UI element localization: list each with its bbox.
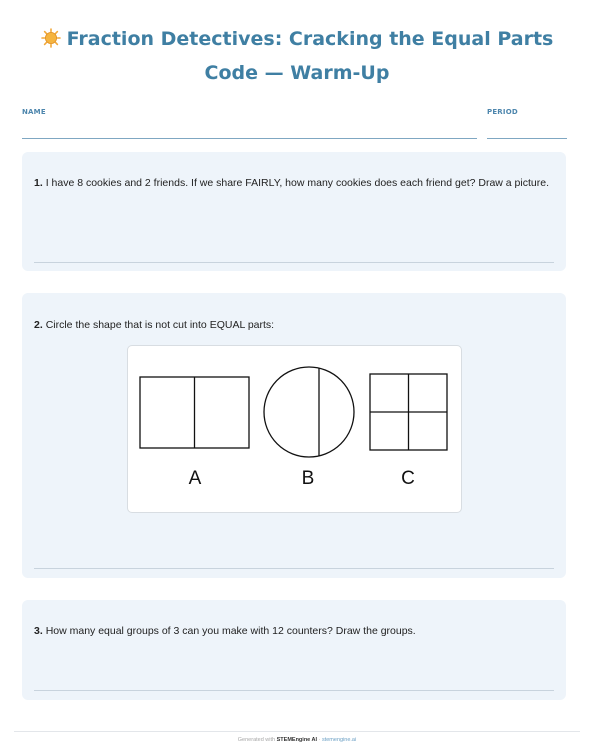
name-field[interactable] — [22, 138, 477, 139]
shape-a-rectangle[interactable] — [140, 377, 249, 448]
footer — [0, 737, 594, 743]
page-title — [20, 24, 574, 89]
question-2-prompt — [34, 317, 552, 334]
footer-separator: · — [318, 737, 321, 743]
name-label: NAME — [22, 108, 46, 116]
footer-link[interactable]: stemengine.ai — [321, 737, 357, 743]
question-3-text: How many equal groups of 3 can you make with 12 counters? Draw the groups. — [45, 625, 416, 637]
title-text: Fraction Detectives: Cracking the Equal Parts Code — Warm-Up — [66, 28, 554, 84]
shape-label-b: B — [301, 468, 315, 489]
shape-b-circle[interactable] — [264, 367, 354, 457]
question-1-text: I have 8 cookies and 2 friends. If we share FAIRLY, how many cookies does each friend get? Draw a picture. — [45, 177, 549, 189]
footer-prefix: Generated with — [237, 737, 276, 743]
question-2-number: 2. — [34, 319, 43, 331]
footer-divider — [14, 731, 580, 732]
answer-line-2[interactable] — [34, 568, 554, 569]
answer-line-3[interactable] — [34, 690, 554, 691]
period-field[interactable] — [487, 138, 567, 139]
question-card-2 — [22, 293, 566, 578]
period-label: PERIOD — [487, 108, 518, 116]
answer-line-1[interactable] — [34, 262, 554, 263]
shape-label-a: A — [188, 468, 202, 489]
question-3-number: 3. — [34, 625, 43, 637]
sun-icon — [41, 27, 61, 58]
question-2-text: Circle the shape that is not cut into EQUAL parts: — [45, 319, 275, 331]
shapes-figure — [127, 345, 462, 513]
question-3-prompt — [34, 623, 552, 640]
question-1-number: 1. — [34, 177, 43, 189]
question-card-1 — [22, 152, 566, 271]
question-card-3 — [22, 600, 566, 700]
question-1-prompt — [34, 175, 552, 192]
shape-c-square[interactable] — [370, 374, 447, 450]
shape-label-c: C — [401, 468, 415, 489]
footer-brand: STEMEngine AI — [276, 737, 318, 743]
